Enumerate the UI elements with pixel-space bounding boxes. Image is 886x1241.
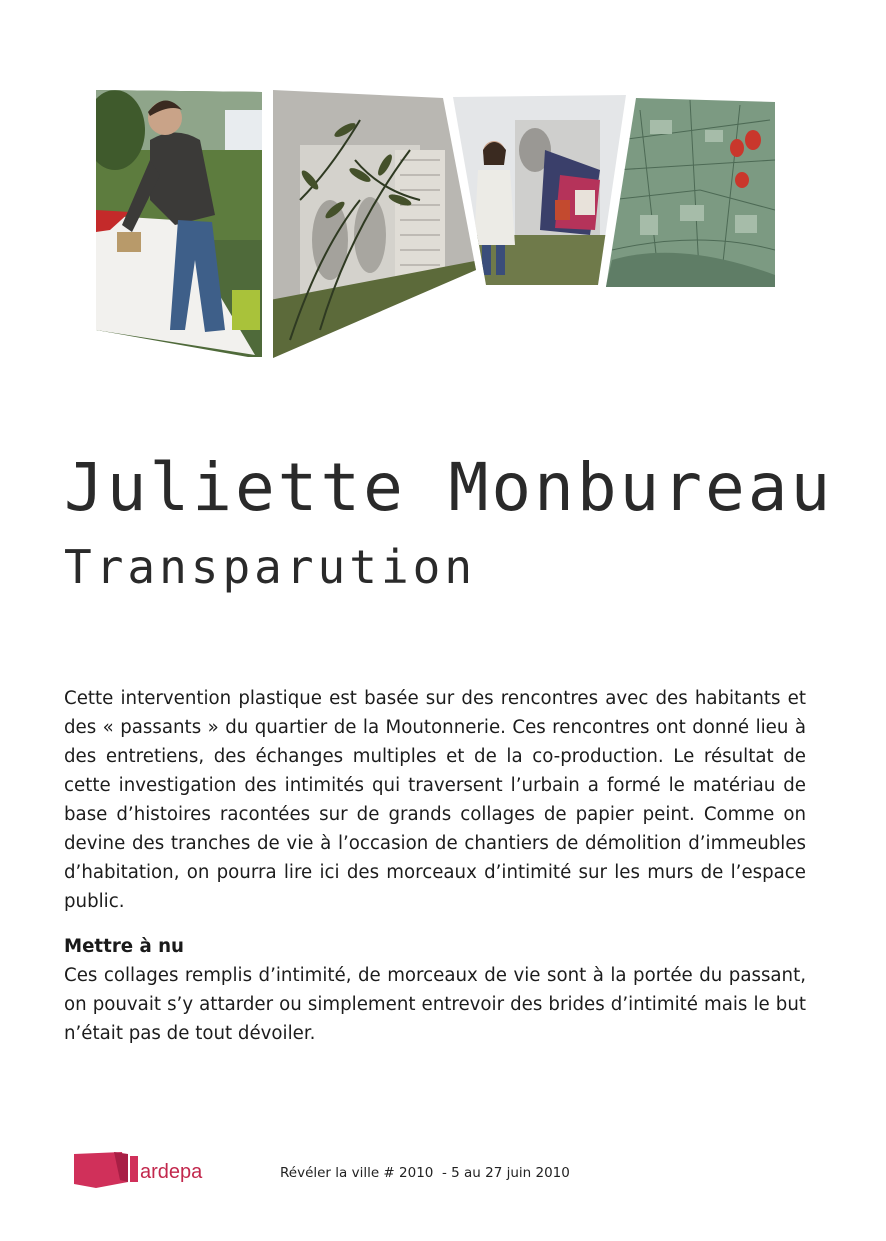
- photo-woman-in-front-of-collage: [450, 92, 630, 295]
- page-subtitle: Transparution: [64, 540, 477, 594]
- ardepa-logo: [74, 1150, 214, 1190]
- photo-artist-pasting-paper: [85, 88, 270, 363]
- photo-map-of-district: [600, 95, 780, 290]
- section-heading: Mettre à nu: [64, 936, 184, 957]
- event-footer: Révéler la ville # 2010 - 5 au 27 juin 2010: [280, 1165, 570, 1181]
- page-title: Juliette Monbureau: [64, 449, 834, 526]
- photo-strip: [0, 0, 886, 370]
- intro-paragraph: Cette intervention plastique est basée sur des rencontres avec des habitants et des « passants » du quartier de la Moutonnerie. Ces rencontres ont donné lieu à des entretiens, des échanges multiples et de la co-production. Le résultat de cette investigation des intimités qui traversent l’urbain a formé le matériau de base d’histoires racontées sur de grands collages de papier peint. Comme on devine des tranches de vie à l’occasion de chantiers de démolition d’immeubles d’habitation, on pourra lire ici des morceaux d’intimité sur les murs de l’espace public.: [64, 688, 806, 912]
- section-paragraph: Ces collages remplis d’intimité, de morceaux de vie sont à la portée du passant, on pouvait s’y attarder ou simplement entrevoir des brides d’intimité mais le but n’était pas de tout dévoiler.: [64, 965, 806, 1044]
- photo-wall-collage-with-plants: [270, 88, 480, 360]
- logo-wordmark: ardepa: [140, 1161, 203, 1183]
